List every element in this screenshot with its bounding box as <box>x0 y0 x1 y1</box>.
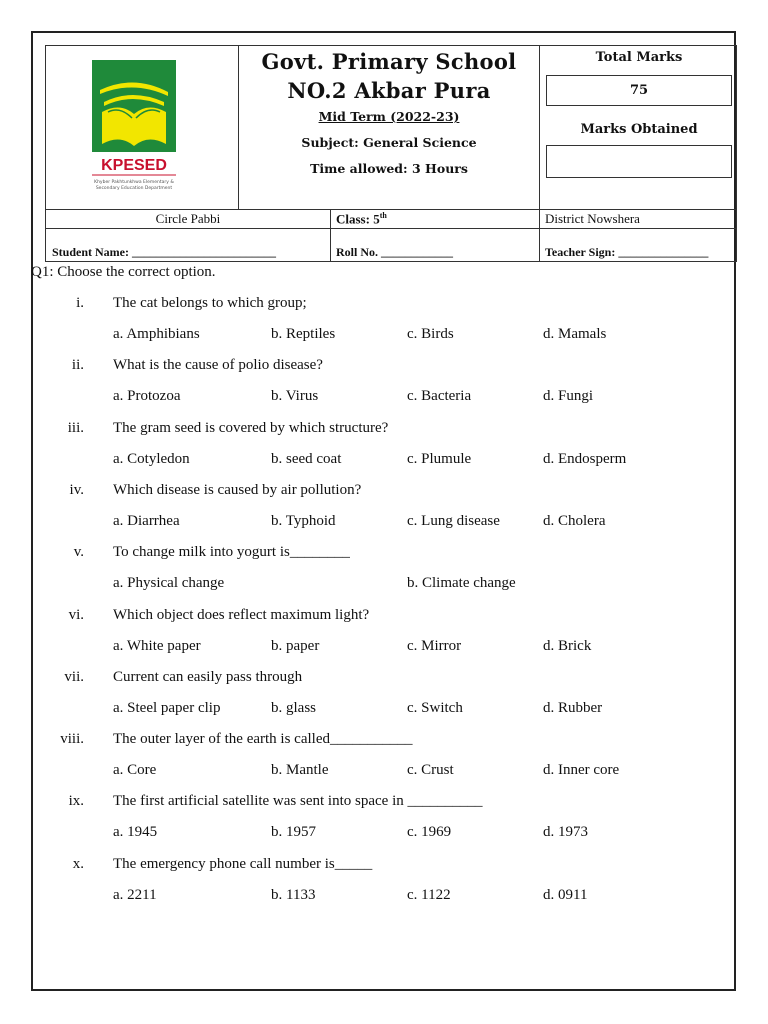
answer-option: a. Amphibians <box>113 326 200 342</box>
answer-option: d. Fungi <box>543 388 594 405</box>
school-info <box>238 46 540 176</box>
school-name-line2: NO.2 Akbar Pura <box>287 78 491 103</box>
answer-option: a. Steel paper clip <box>113 699 221 716</box>
class-label: Class: 5th <box>336 211 387 227</box>
question-number: vi. <box>68 606 84 623</box>
answer-option: d. Cholera <box>543 512 606 529</box>
answer-option: d. Rubber <box>543 699 603 716</box>
question-text: Current can easily pass through <box>113 668 303 685</box>
total-marks-label: Total Marks <box>595 50 683 65</box>
school-name-line1: Govt. Primary School <box>261 49 517 74</box>
question-text: The outer layer of the earth is called___________ <box>113 731 413 748</box>
answer-option: d. 1973 <box>543 824 588 841</box>
question-text: The emergency phone call number is_____ <box>113 855 373 872</box>
question-text: The first artificial satellite was sent into space in __________ <box>113 793 483 810</box>
answer-option: c. Bacteria <box>407 388 472 405</box>
answer-option: c. 1969 <box>407 824 452 841</box>
question-text: The gram seed is covered by which structure? <box>113 419 389 436</box>
marks-panel <box>540 46 738 178</box>
question-number: vii. <box>64 668 84 685</box>
answer-option: b. Reptiles <box>271 326 336 342</box>
question-number: ix. <box>68 793 84 810</box>
question-text: Which disease is caused by air pollution? <box>113 481 362 498</box>
question-number: x. <box>72 855 84 872</box>
answer-option: d. Endosperm <box>543 450 627 467</box>
answer-option: d. 0911 <box>543 886 588 903</box>
answer-option: c. Birds <box>407 326 454 342</box>
answer-option: c. Switch <box>407 699 463 716</box>
circle-name: Circle Pabbi <box>155 211 221 226</box>
district-name: District Nowshera <box>545 211 640 226</box>
svg-text:KPESED: KPESED <box>101 157 167 174</box>
answer-option: d. Mamals <box>543 326 607 342</box>
answer-option: b. paper <box>271 637 320 654</box>
answer-option: b. Virus <box>271 388 319 405</box>
section-heading: Q1: Choose the correct option. <box>31 264 216 280</box>
answer-option: b. Mantle <box>271 762 329 779</box>
answer-option: c. Plumule <box>407 450 472 467</box>
roll-no-field: Roll No. ____________ <box>336 245 453 259</box>
answer-option: a. 2211 <box>113 886 157 903</box>
answer-option: c. Mirror <box>407 637 462 654</box>
time-allowed: Time allowed: 3 Hours <box>310 161 468 176</box>
marks-obtained-label: Marks Obtained <box>580 122 698 137</box>
answer-option: a. Physical change <box>113 575 225 592</box>
answer-option: a. Diarrhea <box>113 512 180 529</box>
header-box <box>45 45 737 210</box>
question-text: The cat belongs to which group; <box>113 295 307 311</box>
subject-label: Subject: General Science <box>301 135 477 150</box>
question-number: viii. <box>60 731 84 748</box>
answer-option: d. Inner core <box>543 762 620 779</box>
answer-option: b. seed coat <box>271 450 342 467</box>
answer-option: c. Crust <box>407 762 454 779</box>
answer-option: b. 1133 <box>271 886 316 903</box>
exam-term: Mid Term (2022-23) <box>318 109 460 124</box>
marks-obtained-box <box>546 145 732 178</box>
answer-option: a. White paper <box>113 637 201 654</box>
student-info-grid <box>45 209 737 262</box>
question-text: Which object does reflect maximum light? <box>113 606 370 623</box>
total-marks-box: 75 <box>546 75 732 106</box>
kpesed-logo <box>82 54 202 199</box>
teacher-sign-field: Teacher Sign: _______________ <box>545 245 709 259</box>
answer-option: c. Lung disease <box>407 512 500 529</box>
question-number: iv. <box>69 481 84 498</box>
answer-option: a. Core <box>113 762 157 779</box>
answer-option: b. 1957 <box>271 824 316 841</box>
answer-option: b. Typhoid <box>271 512 336 529</box>
answer-option: a. 1945 <box>113 824 158 841</box>
question-text: What is the cause of polio disease? <box>113 357 323 374</box>
question-number: iii. <box>67 419 84 436</box>
question-text: To change milk into yogurt is________ <box>113 544 350 561</box>
question-number: i. <box>76 295 84 311</box>
answer-option: a. Cotyledon <box>113 450 190 467</box>
svg-text:Khyber Pakhtunkhwa Elementary: Khyber Pakhtunkhwa Elementary & <box>94 180 174 185</box>
answer-option: b. Climate change <box>407 575 516 592</box>
svg-text:Secondary Education Department: Secondary Education Department <box>95 186 173 191</box>
answer-option: a. Protozoa <box>113 388 181 405</box>
question-number: ii. <box>71 357 84 374</box>
answer-option: b. glass <box>271 699 316 716</box>
answer-option: d. Brick <box>543 637 592 654</box>
student-name-field: Student Name: ________________________ <box>52 245 276 259</box>
question-number: v. <box>73 544 84 561</box>
answer-option: c. 1122 <box>407 886 451 903</box>
